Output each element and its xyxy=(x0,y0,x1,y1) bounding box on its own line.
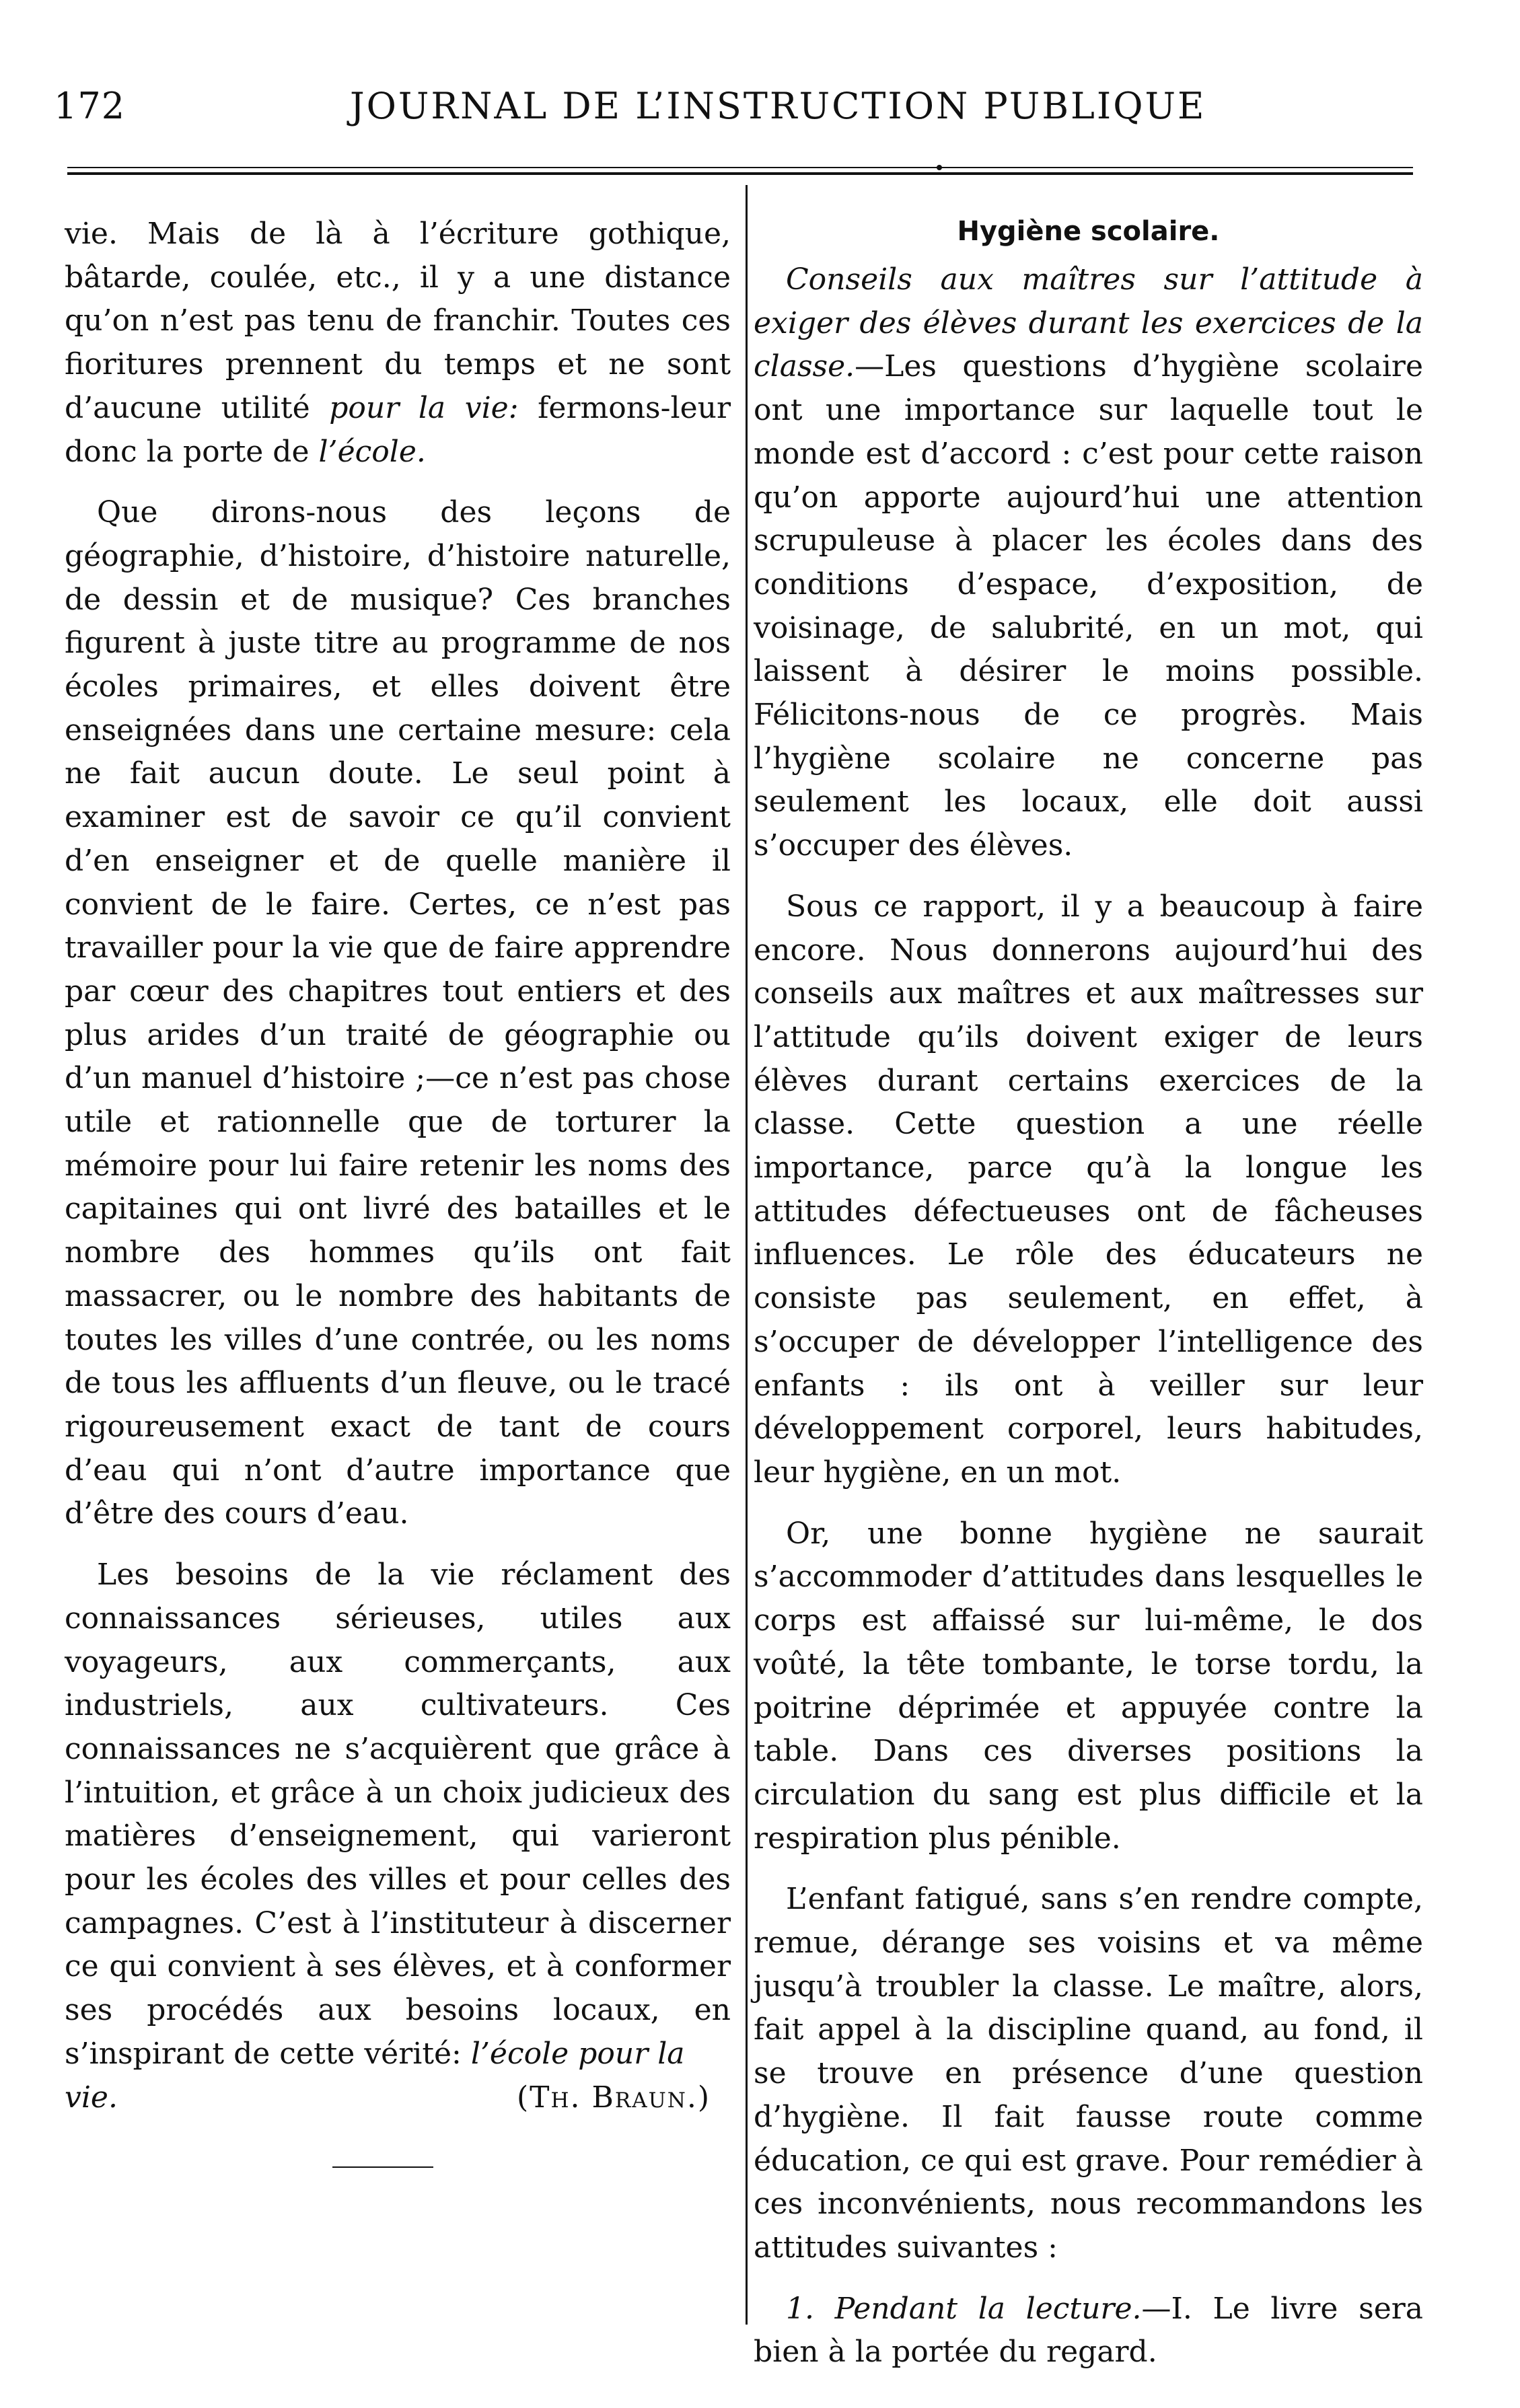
section-heading: Hygiène scolaire. xyxy=(957,216,1220,247)
left-paragraph-1 xyxy=(65,213,731,474)
column-divider xyxy=(746,185,748,2325)
page-header xyxy=(0,0,1520,175)
right-paragraph-3: Or, une bonne hygiène ne saurait s’accommoder d’attitudes dans lesquelles le corps est affaissé sur lui-même, le dos voûté, la tête tombante, le torse tordu, la poitrine déprimée et appuyée contre la table. Dans ces diverses positions la circulation du sang est plus difficile et la respiration plus pénible. xyxy=(754,1516,1423,1856)
left-p1-text-b: fermons-leur donc la porte de xyxy=(65,390,731,469)
left-p3-end: vie. xyxy=(65,2080,118,2115)
article-end-rule xyxy=(332,2166,433,2168)
header-rule-dot xyxy=(937,165,942,170)
header-rule-thin xyxy=(67,167,1413,168)
right-paragraph-1 xyxy=(754,258,1423,868)
left-p1-italic-a: pour la vie: xyxy=(329,390,519,425)
left-p1-text: vie. Mais de là à l’écriture gothique, bâtarde, coulée, etc., il y a une distance qu’on n’est pas tenu de franchir. Toutes ces fioritures prennent du temps et ne sont d’aucune utilité xyxy=(65,217,731,425)
left-column xyxy=(65,213,731,2168)
left-p1-italic-b: l’école. xyxy=(318,434,426,469)
left-p3-italic: l’école pour la xyxy=(470,2036,685,2071)
right-p5-text: —I. Le livre sera bien à la portée du regard. xyxy=(754,2291,1424,2370)
running-title: JOURNAL DE L’INSTRUCTION PUBLIQUE xyxy=(350,85,1206,127)
left-paragraph-3 xyxy=(65,1554,731,2076)
right-paragraph-5 xyxy=(754,2288,1423,2374)
page-number: 172 xyxy=(54,85,126,127)
section-subtitle: Conseils aux maîtres sur l’attitude à exiger des élèves durant les exercices de la classe. xyxy=(754,262,1423,384)
left-p3-text: Les besoins de la vie réclament des connaissances sérieuses, utiles aux voyageurs, aux commerçants, aux industriels, aux cultivateurs. Ces connaissances ne s’acquièrent que grâce à l’intuition, et grâce à un choix judicieux des matières d’enseignement, qui varieront pour les écoles des villes et pour celles des campagnes. C’est à l’instituteur à discerner ce qui convient à ses élèves, et à conformer ses procédés aux besoins locaux, en s’inspirant de cette vérité: xyxy=(65,1558,731,2071)
left-paragraph-2: Que dirons-nous des leçons de géographie, d’histoire, d’histoire naturelle, de dessin et de musique? Ces branches figurent à juste titre au programme de nos écoles primaires, et elles doivent être enseignées dans une certaine mesure: cela ne fait aucun doute. Le seul point à examiner est de savoir ce qu’il convient d’en enseigner et de quelle manière il convient de le faire. Certes, ce n’est pas travailler pour la vie que de faire apprendre par cœur des chapitres tout entiers et des plus arides d’un traité de géographie ou d’un manuel d’histoire ;—ce n’est pas chose utile et rationnelle que de torturer la mémoire pour lui faire retenir les noms des capitaines qui ont livré des batailles et le nombre des hommes qu’ils ont fait massacrer, ou le nombre des habitants de toutes les villes d’une contrée, ou les noms de tous les affluents d’un fleuve, ou le tracé rigoureusement exact de tant de cours d’eau qui n’ont d’autre importance que d’être des cours d’eau. xyxy=(65,495,731,1531)
right-paragraph-4: L’enfant fatigué, sans s’en rendre compte, remue, dérange ses voisins et va même jusqu’à troubler la classe. Le maître, alors, fait appel à la discipline quand, au fond, il se trouve en présence d’une question d’hygiène. Il fait fausse route comme éducation, ce qui est grave. Pour remédier à ces inconvénients, nous recommandons les attitudes suivantes : xyxy=(754,1882,1423,2265)
right-column xyxy=(754,213,1423,2392)
right-paragraph-2: Sous ce rapport, il y a beaucoup à faire encore. Nous donnerons aujourd’hui des conseils aux maîtres et aux maîtresses sur l’attitude qu’ils doivent exiger de leurs élèves durant certains exercices de la classe. Cette question a une réelle importance, parce qu’à la longue les attitudes défectueuses ont de fâcheuses influences. Le rôle des éducateurs ne consiste pas seulement, en effet, à s’occuper de développer l’intelligence des enfants : ils ont à veiller sur leur développement corporel, leurs habitudes, leur hygiène, en un mot. xyxy=(754,889,1423,1490)
author-signature: (Th. Braun.) xyxy=(517,2080,711,2115)
header-rule-thick xyxy=(67,172,1413,175)
right-p1-text: —Les questions d’hygiène scolaire ont une importance sur laquelle tout le monde est d’accord : c’est pour cette raison qu’on apporte aujourd’hui une attention scrupuleuse à placer les écoles dans des conditions d’espace, d’exposition, de voisinage, de salubrité, en un mot, qui laissent à désirer le moins possible. Félicitons-nous de ce progrès. Mais l’hygiène scolaire ne concerne pas seulement les locaux, elle doit aussi s’occuper des élèves. xyxy=(754,349,1423,863)
signature-line xyxy=(65,2076,731,2120)
right-p5-italic: 1. Pendant la lecture. xyxy=(786,2291,1142,2326)
